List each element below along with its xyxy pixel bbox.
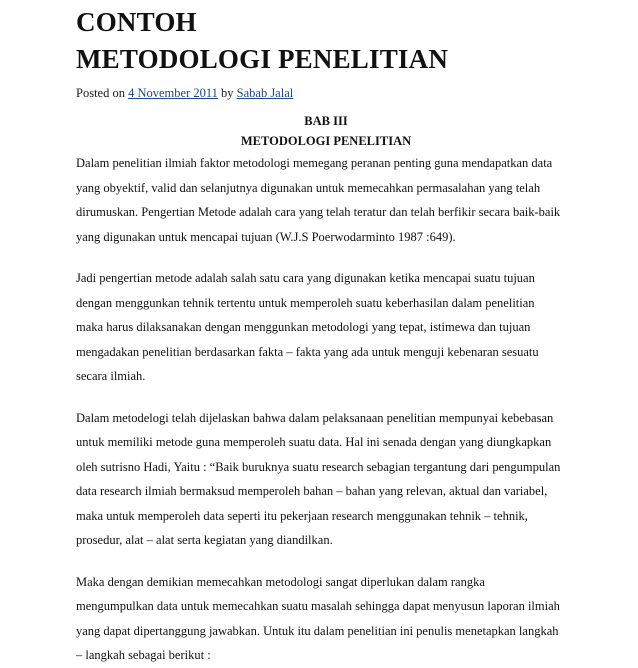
body-paragraph — [76, 406, 576, 553]
chapter-heading: BAB III — [304, 114, 348, 128]
paragraph-line: yang digunakan untuk mencapai tujuan (W.J.S Poerwodarminto 1987 :649). — [76, 229, 456, 244]
paragraph-line: Dalam penelitian ilmiah faktor metodologi memegang peranan penting guna mendapatkan data — [76, 156, 553, 170]
paragraph-line: untuk memiliki metode guna memperoleh suatu data. Hal ini senada dengan yang diungkapkan — [76, 435, 552, 449]
paragraph-line: mengadakan penelitian berdasarkan fakta – fakta yang ada untuk menguji kebenaran sesuatu — [76, 344, 539, 359]
paragraph-gap — [76, 553, 576, 570]
paragraph-line: Dalam metodelogi telah dijelaskan bahwa dalam pelaksanaan penelitian mempunyai kebebasan — [76, 410, 554, 425]
paragraph-line: data research ilmiah bermaksud memperoleh bahan – bahan yang relevan, aktual dan variabel, — [76, 484, 548, 498]
paragraph-gap — [76, 389, 576, 406]
paragraph-line: dengan menggunkan tehnik tertentu untuk memperoleh suatu keberhasilan dalam penelitian — [76, 295, 535, 310]
body-paragraph — [76, 151, 576, 249]
document-page — [76, 0, 576, 668]
chapter-title: METODOLOGI PENELITIAN — [240, 134, 412, 148]
article-body — [76, 151, 576, 668]
paragraph-line: secara ilmiah. — [76, 369, 146, 383]
posted-date-link[interactable]: 4 November 2011 — [128, 86, 218, 100]
paragraph-line: maka harus dilaksanakan dengan menggunkan metodologi yang tepat, istimewa dan tujuan — [76, 320, 531, 334]
paragraph-line: maka untuk memperoleh data seperti itu pekerjaan research menggunakan tehnik – tehnik, — [76, 508, 528, 523]
body-paragraph — [76, 266, 576, 389]
by-text: by — [221, 86, 234, 100]
body-paragraph — [76, 570, 576, 668]
paragraph-line: yang dapat dipertanggung jawabkan. Untuk itu dalam penelitian ini penulis menetapkan langkah — [76, 623, 559, 638]
paragraph-line: Maka dengan demikian memecahkan metodologi sangat diperlukan dalam rangka — [76, 574, 485, 589]
posted-prefix: Posted on — [76, 86, 125, 100]
paragraph-line: oleh sutrisno Hadi, Yaitu : “Baik buruknya suatu research sebagian tergantung dari pengumpulan — [76, 459, 561, 474]
paragraph-line: mengumpulkan data untuk memecahkan suatu masalah sehingga dapat menyusun laporan ilmiah — [76, 599, 560, 613]
paragraph-line: prosedur, alat – alat serta kegiatan yang diandilkan. — [76, 533, 333, 547]
title-line-2: METODOLOGI PENELITIAN — [76, 44, 449, 74]
paragraph-line: – langkah sebagai berikut : — [76, 648, 211, 662]
paragraph-gap — [76, 249, 576, 266]
paragraph-line: yang obyektif, valid dan selanjutnya digunakan untuk memecahkan permasalahan yang telah — [76, 180, 541, 195]
author-link[interactable]: Sabab Jalal — [236, 86, 294, 100]
paragraph-line: Jadi pengertian metode adalah salah satu cara yang digunakan ketika mencapai suatu tujuan — [76, 271, 535, 285]
post-meta — [76, 86, 576, 101]
title-line-1: CONTOH — [76, 7, 197, 37]
paragraph-line: dirumuskan. Pengertian Metode adalah cara yang telah teratur dan telah berfikir secara baik-baik — [76, 205, 561, 219]
article-title — [76, 4, 576, 78]
